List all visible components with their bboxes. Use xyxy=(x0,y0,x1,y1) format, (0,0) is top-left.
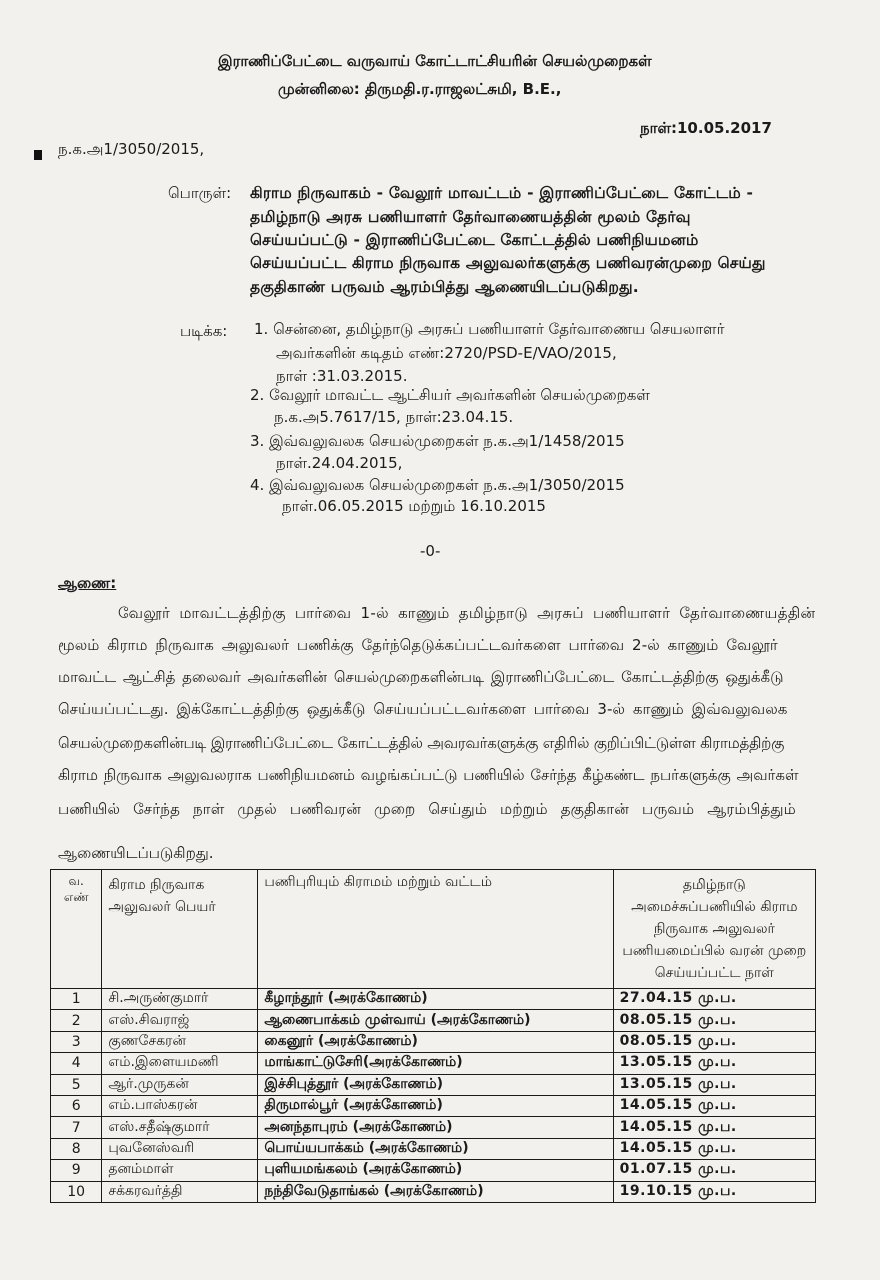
cell-place: அனந்தாபுரம் (அரக்கோணம்) xyxy=(258,1117,613,1138)
body-line: கிராம நிருவாக அலுவலராக பணிநியமனம் வழங்கப்பட்டு பணியில் சேர்ந்த கீழ்கண்ட நபர்களுக்கு அவர்கள் xyxy=(58,766,799,784)
subject-line: செய்யப்பட்டு - இராணிப்பேட்டை கோட்டத்தில் பணிநியமனம் xyxy=(250,231,699,249)
header-serial-number: வ. எண் xyxy=(51,870,102,989)
cell-serial: 9 xyxy=(51,1160,102,1181)
cell-name: ஆர்.முருகன் xyxy=(102,1074,258,1095)
table-row xyxy=(51,1181,816,1202)
table-row xyxy=(51,1031,816,1052)
table-header-row xyxy=(51,870,816,989)
reference-item: 1. சென்னை, தமிழ்நாடு அரசுப் பணியாளர் தேர்வாணைய செயலாளர் xyxy=(254,320,725,338)
cell-name: புவனேஸ்வரி xyxy=(102,1138,258,1159)
cell-date: 13.05.15 மு.ப. xyxy=(613,1074,815,1095)
punch-mark xyxy=(34,150,42,160)
cell-place: கீழாந்தூர் (அரக்கோணம்) xyxy=(258,989,613,1010)
appointment-table xyxy=(50,869,816,1203)
cell-name: எம்.இளையமணி xyxy=(102,1053,258,1074)
cell-place: திருமால்பூர் (அரக்கோணம்) xyxy=(258,1095,613,1116)
cell-name: குணசேகரன் xyxy=(102,1031,258,1052)
subject-line: தமிழ்நாடு அரசு பணியாளர் தேர்வாணையத்தின் மூலம் தேர்வு xyxy=(250,208,691,226)
cell-serial: 10 xyxy=(51,1181,102,1202)
reference-number: ந.க.அ1/3050/2015, xyxy=(58,140,205,158)
table-row xyxy=(51,989,816,1010)
header-regularisation-date: தமிழ்நாடு அமைச்சுப்பணியில் கிராம நிருவாக அலுவலர் பணியமைப்பில் வரன் முறை செய்யப்பட்ட நாள் xyxy=(613,870,815,989)
cell-date: 14.05.15 மு.ப. xyxy=(613,1117,815,1138)
table-row xyxy=(51,1074,816,1095)
body-line: வேலூர் மாவட்டத்திற்கு பார்வை 1-ல் காணும் தமிழ்நாடு அரசுப் பணியாளர் தேர்வாணையத்தின் xyxy=(118,604,816,622)
cell-date: 27.04.15 மு.ப. xyxy=(613,989,815,1010)
subject-label: பொருள்: xyxy=(168,184,232,202)
cell-serial: 1 xyxy=(51,989,102,1010)
cell-place: நந்திவேடுதாங்கல் (அரக்கோணம்) xyxy=(258,1181,613,1202)
cell-date: 01.07.15 மு.ப. xyxy=(613,1160,815,1181)
table-row xyxy=(51,1138,816,1159)
header-village-taluk: பணிபுரியும் கிராமம் மற்றும் வட்டம் xyxy=(258,870,613,989)
body-line: செய்யப்பட்டது. இக்கோட்டத்திற்கு ஒதுக்கீடு செய்யப்பட்டவர்களை பார்வை 3-ல் காணும் இவ்வலுவலக xyxy=(58,700,788,718)
reference-item: 3. இவ்வலுவலக செயல்முறைகள் ந.க.அ1/1458/2015 xyxy=(250,432,625,450)
cell-date: 13.05.15 மு.ப. xyxy=(613,1053,815,1074)
cell-place: இச்சிபுத்தூர் (அரக்கோணம்) xyxy=(258,1074,613,1095)
table-row xyxy=(51,1117,816,1138)
cell-name: எஸ்.சிவராஜ் xyxy=(102,1010,258,1031)
cell-name: தனம்மாள் xyxy=(102,1160,258,1181)
reference-item: நாள் :31.03.2015. xyxy=(276,367,408,385)
header-officer-name: கிராம நிருவாக அலுவலர் பெயர் xyxy=(102,870,258,989)
order-label: ஆணை: xyxy=(58,574,117,592)
references-label: படிக்க: xyxy=(180,322,228,340)
cell-date: 14.05.15 மு.ப. xyxy=(613,1095,815,1116)
separator-mark: -0- xyxy=(420,542,441,560)
table-row xyxy=(51,1095,816,1116)
reference-item: ந.க.அ5.7617/15, நாள்:23.04.15. xyxy=(274,408,514,426)
presence-line: முன்னிலை: திருமதி.ர.ராஜலட்சுமி, B.E., xyxy=(278,80,562,98)
cell-name: சக்கரவர்த்தி xyxy=(102,1181,258,1202)
cell-place: ஆணைபாக்கம் முள்வாய் (அரக்கோணம்) xyxy=(258,1010,613,1031)
reference-item: 4. இவ்வலுவலக செயல்முறைகள் ந.க.அ1/3050/2015 xyxy=(250,476,625,494)
cell-date: 08.05.15 மு.ப. xyxy=(613,1031,815,1052)
cell-serial: 3 xyxy=(51,1031,102,1052)
cell-place: பொய்யபாக்கம் (அரக்கோணம்) xyxy=(258,1138,613,1159)
body-line: செயல்முறைகளின்படி இராணிப்பேட்டை கோட்டத்தில் அவரவர்களுக்கு எதிரில் குறிப்பிட்டுள்ள கிராமத்திற்கு xyxy=(58,734,785,752)
order-date: நாள்:10.05.2017 xyxy=(640,119,772,137)
cell-name: சி.அருண்குமார் xyxy=(102,989,258,1010)
cell-place: மாங்காட்டுசேரி(அரக்கோணம்) xyxy=(258,1053,613,1074)
subject-line: கிராம நிருவாகம் - வேலூர் மாவட்டம் - இராணிப்பேட்டை கோட்டம் - xyxy=(250,184,754,202)
cell-place: கைனூர் (அரக்கோணம்) xyxy=(258,1031,613,1052)
body-line: மாவட்ட ஆட்சித் தலைவர் அவர்களின் செயல்முறைகளின்படி இராணிப்பேட்டை கோட்டத்திற்கு ஒதுக்கீடு xyxy=(58,668,784,686)
cell-name: எம்.பாஸ்கரன் xyxy=(102,1095,258,1116)
reference-item: நாள்.06.05.2015 மற்றும் 16.10.2015 xyxy=(282,497,546,515)
table-row xyxy=(51,1053,816,1074)
subject-line: செய்யப்பட்ட கிராம நிருவாக அலுவலர்களுக்கு பணிவரன்முறை செய்து xyxy=(250,254,766,272)
cell-date: 14.05.15 மு.ப. xyxy=(613,1138,815,1159)
cell-serial: 8 xyxy=(51,1138,102,1159)
cell-serial: 5 xyxy=(51,1074,102,1095)
body-line: ஆணையிடப்படுகிறது. xyxy=(58,844,214,862)
cell-serial: 7 xyxy=(51,1117,102,1138)
body-line: பணியில் சேர்ந்த நாள் முதல் பணிவரன் முறை செய்தும் மற்றும் தகுதிகான் பருவம் ஆரம்பித்தும் xyxy=(58,800,796,818)
cell-serial: 6 xyxy=(51,1095,102,1116)
cell-date: 08.05.15 மு.ப. xyxy=(613,1010,815,1031)
reference-item: 2. வேலூர் மாவட்ட ஆட்சியர் அவர்களின் செயல்முறைகள் xyxy=(250,386,650,404)
cell-date: 19.10.15 மு.ப. xyxy=(613,1181,815,1202)
cell-serial: 4 xyxy=(51,1053,102,1074)
body-line: மூலம் கிராம நிருவாக அலுவலர் பணிக்கு தேர்ந்தெடுக்கப்பட்டவர்களை பார்வை 2-ல் காணும் வேலூர் xyxy=(58,636,778,654)
reference-item: அவர்களின் கடிதம் எண்:2720/PSD-E/VAO/2015, xyxy=(276,344,617,362)
reference-item: நாள்.24.04.2015, xyxy=(276,454,403,472)
cell-serial: 2 xyxy=(51,1010,102,1031)
table-row xyxy=(51,1010,816,1031)
cell-place: புளியமங்கலம் (அரக்கோணம்) xyxy=(258,1160,613,1181)
subject-line: தகுதிகாண் பருவம் ஆரம்பித்து ஆணையிடப்படுகிறது. xyxy=(250,278,639,296)
document-title: இராணிப்பேட்டை வருவாய் கோட்டாட்சியரின் செயல்முறைகள் xyxy=(218,52,652,70)
table-row xyxy=(51,1160,816,1181)
cell-name: எஸ்.சதீஷ்குமார் xyxy=(102,1117,258,1138)
